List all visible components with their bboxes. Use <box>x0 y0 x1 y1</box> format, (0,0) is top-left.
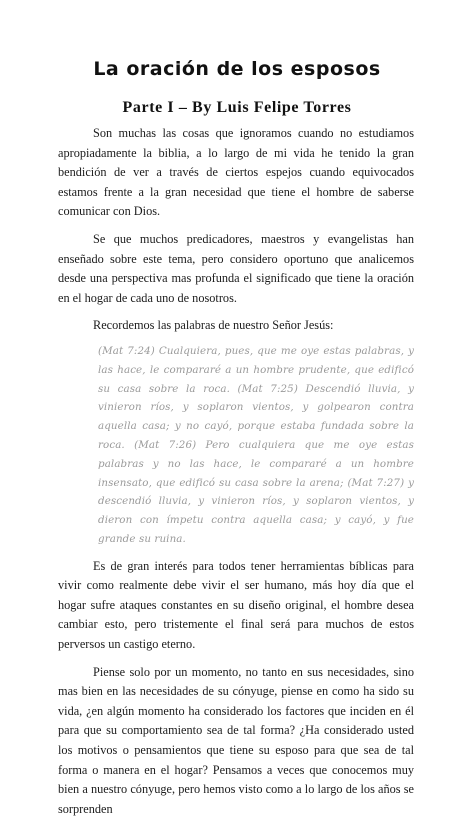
paragraph: Piense solo por un momento, no tanto en sus necesidades, sino mas bien en las necesidades de su cónyuge, piense en como ha sido su vida, ¿en algún momento ha considerado los factores que inciden en él para que su comportamiento sea de tal forma? ¿Ha considerado usted los motivos o pensamientos que tiene su esposo para que sea de tal forma o manera en el hogar? Pensamos a veces que conocemos muy bien a nuestro cónyuge, pero hemos visto como a lo largo de los años se sorprenden <box>58 664 414 816</box>
paragraph: Es de gran interés para todos tener herramientas bíblicas para vivir como realmente debe vivir el ser humano, más hoy día que el hogar sufre ataques constantes en su diseño original, el hombre desea cambiar esto, pero tristemente el final será para muchos de estos perversos un castigo eterno. <box>58 558 414 652</box>
document-subtitle: Parte I – By Luis Felipe Torres <box>122 99 352 116</box>
document-title: La oración de los esposos <box>93 58 381 80</box>
bible-quote: (Mat 7:24) Cualquiera, pues, que me oye estas palabras, y las hace, le compararé a un hombre prudente, que edificó su casa sobre la roca. (Mat 7:25) Descendió lluvia, y vinieron ríos, y soplaron vientos, y golpearon contra aquella casa; y no cayó, porque estaba fundada sobre la roca. (Mat 7:26) Pero cualquiera que me oye estas palabras y no las hace, le compararé a un hombre insensato, que edificó su casa sobre la arena; (Mat 7:27) y descendió lluvia, y vinieron ríos, y soplaron vientos, y dieron con ímpetu contra aquella casa; y cayó, y fue grande su ruina. <box>98 344 414 545</box>
document-body <box>58 124 414 819</box>
paragraph: Recordemos las palabras de nuestro Señor Jesús: <box>93 318 334 333</box>
paragraph: Son muchas las cosas que ignoramos cuando no estudiamos apropiadamente la biblia, a lo largo de mi vida he tenido la gran bendición de ver a través de ciertos espejos cuando equivocados estamos frente a la gran necesidad que tiene el hombre de saberse comunicar con Dios. <box>58 126 414 219</box>
paragraph: Se que muchos predicadores, maestros y evangelistas han enseñado sobre este tema, pero considero oportuno que analicemos desde una perspectiva mas profunda el significado que tiene la oración en el hogar de cada uno de nosotros. <box>58 231 414 305</box>
